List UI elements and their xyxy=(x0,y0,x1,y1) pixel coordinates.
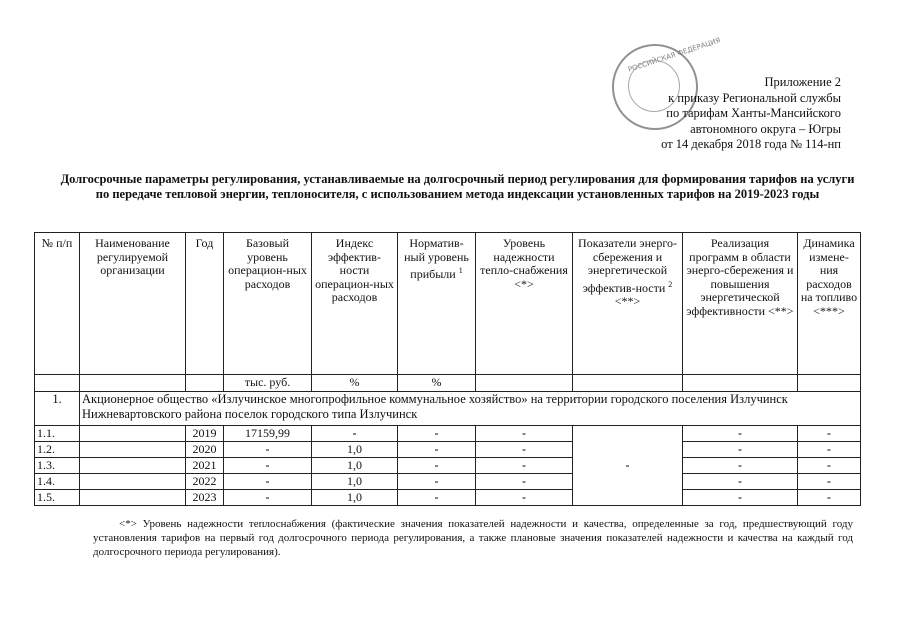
row-profit: - xyxy=(398,474,476,490)
row-programs: - xyxy=(683,458,798,474)
row-fuel: - xyxy=(798,474,861,490)
footnote xyxy=(93,517,853,559)
row-year: 2019 xyxy=(186,426,224,442)
row-fuel: - xyxy=(798,458,861,474)
table-row xyxy=(35,442,861,458)
organization-row xyxy=(35,392,861,426)
row-profit: - xyxy=(398,426,476,442)
row-org-empty xyxy=(80,474,186,490)
appendix-line-2: к приказу Региональной службы xyxy=(668,90,841,105)
table-row xyxy=(35,490,861,506)
row-programs: - xyxy=(683,426,798,442)
table-row xyxy=(35,426,861,442)
row-num: 1.4. xyxy=(35,474,80,490)
row-index: 1,0 xyxy=(312,442,398,458)
row-base: - xyxy=(224,474,312,490)
row-reliability: - xyxy=(476,426,573,442)
header-energy-indicators xyxy=(573,233,683,375)
row-programs: - xyxy=(683,442,798,458)
row-reliability: - xyxy=(476,490,573,506)
unit-cell-empty xyxy=(476,375,573,392)
header-profit xyxy=(398,233,476,375)
row-fuel: - xyxy=(798,442,861,458)
unit-profit: % xyxy=(398,375,476,392)
row-year: 2020 xyxy=(186,442,224,458)
unit-cell-empty xyxy=(80,375,186,392)
row-fuel: - xyxy=(798,490,861,506)
header-profit-text: Норматив-ный уровень прибыли xyxy=(404,236,469,281)
row-profit: - xyxy=(398,442,476,458)
row-base: 17159,99 xyxy=(224,426,312,442)
appendix-header xyxy=(581,75,841,153)
header-index: Индекс эффектив-ности операцион-ных расходов xyxy=(312,233,398,375)
org-name: Акционерное общество «Излучинское многопрофильное коммунальное хозяйство» на территории городского поселения Излучинск Нижневартовского района поселок городского типа Излучинск xyxy=(80,392,861,426)
org-num: 1. xyxy=(35,392,80,426)
row-programs: - xyxy=(683,474,798,490)
row-org-empty xyxy=(80,490,186,506)
row-num: 1.3. xyxy=(35,458,80,474)
row-year: 2023 xyxy=(186,490,224,506)
row-reliability: - xyxy=(476,442,573,458)
row-reliability: - xyxy=(476,458,573,474)
header-energy-text: Показатели энерго-сбережения и энергетической эффектив-ности xyxy=(578,236,677,295)
header-energy-sup: 2 xyxy=(668,279,673,289)
header-row xyxy=(35,233,861,375)
row-year: 2022 xyxy=(186,474,224,490)
row-org-empty xyxy=(80,426,186,442)
row-base: - xyxy=(224,442,312,458)
row-profit: - xyxy=(398,490,476,506)
parameters-table xyxy=(34,232,861,506)
appendix-line-3: по тарифам Ханты-Мансийского xyxy=(666,106,841,120)
header-base: Базовый уровень операцион-ных расходов xyxy=(224,233,312,375)
row-index: - xyxy=(312,426,398,442)
header-year: Год xyxy=(186,233,224,375)
row-index: 1,0 xyxy=(312,474,398,490)
row-index: 1,0 xyxy=(312,458,398,474)
footnote-text: <*> Уровень надежности теплоснабжения (фактические значения показателей надежности и качества, определенные за год, предшествующий году установления тарифов на первый год долгосрочного периода регулирования, а также плановые значения показателей надежности и качества на каждый год долгосрочного периода регулирования). xyxy=(93,518,853,558)
row-base: - xyxy=(224,490,312,506)
row-org-empty xyxy=(80,458,186,474)
header-reliability: Уровень надежности тепло-снабжения <*> xyxy=(476,233,573,375)
header-num: № п/п xyxy=(35,233,80,375)
units-row xyxy=(35,375,861,392)
header-org: Наименование регулируемой организации xyxy=(80,233,186,375)
row-base: - xyxy=(224,458,312,474)
unit-cell-empty xyxy=(683,375,798,392)
unit-cell-empty xyxy=(798,375,861,392)
row-year: 2021 xyxy=(186,458,224,474)
row-num: 1.5. xyxy=(35,490,80,506)
energy-indicators-merged: - xyxy=(573,426,683,506)
unit-cell-empty xyxy=(186,375,224,392)
seal-text: РОССИЙСКАЯ ФЕДЕРАЦИЯ xyxy=(627,36,722,74)
unit-index: % xyxy=(312,375,398,392)
unit-cell-empty xyxy=(573,375,683,392)
unit-cell-empty xyxy=(35,375,80,392)
row-reliability: - xyxy=(476,474,573,490)
row-fuel: - xyxy=(798,426,861,442)
table-row xyxy=(35,474,861,490)
row-index: 1,0 xyxy=(312,490,398,506)
header-energy-tail: <**> xyxy=(614,294,641,308)
row-num: 1.2. xyxy=(35,442,80,458)
document-title: Долгосрочные параметры регулирования, устанавливаемые на долгосрочный период регулирования для формирования тарифов на услуги по передаче тепловой энергии, теплоносителя, с использованием метода индексации установленных тарифов на 2019-2023 годы xyxy=(60,172,855,201)
row-num: 1.1. xyxy=(35,426,80,442)
header-fuel: Динамика измене-ния расходов на топливо <***> xyxy=(798,233,861,375)
table-row xyxy=(35,458,861,474)
row-programs: - xyxy=(683,490,798,506)
header-profit-sup: 1 xyxy=(458,266,463,275)
appendix-line-4: автономного округа – Югры xyxy=(690,121,841,136)
row-profit: - xyxy=(398,458,476,474)
appendix-line-1: Приложение 2 xyxy=(764,75,841,89)
header-programs: Реализация программ в области энерго-сбережения и повышения энергетической эффективности <**> xyxy=(683,233,798,375)
row-org-empty xyxy=(80,442,186,458)
unit-base: тыс. руб. xyxy=(224,375,312,392)
appendix-line-5: от 14 декабря 2018 года № 114-нп xyxy=(661,137,841,151)
